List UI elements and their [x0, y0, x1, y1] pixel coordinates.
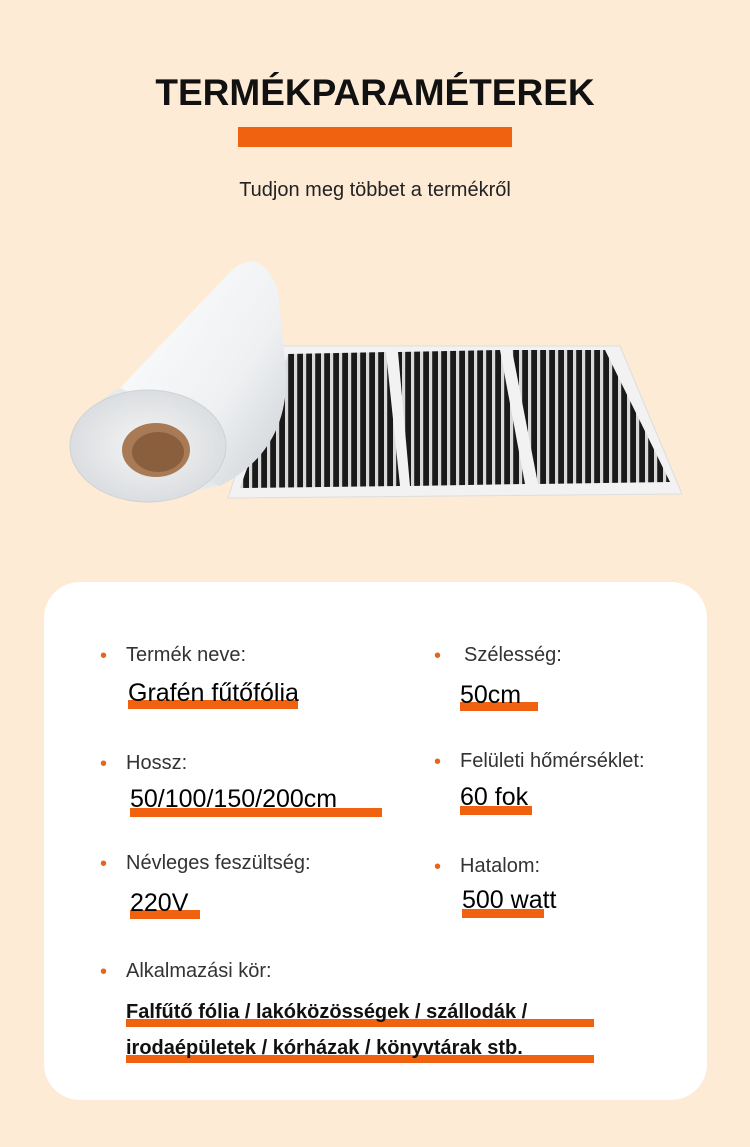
bullet-icon: • — [434, 751, 442, 773]
application-line-2: irodaépületek / kórházak / könyvtárak stb. — [126, 1030, 527, 1066]
param-label: Névleges feszültség: — [126, 852, 311, 874]
page-subtitle: Tudjon meg többet a termékről — [239, 179, 511, 201]
param-value: 50cm — [460, 681, 522, 709]
param-label: Hossz: — [126, 752, 188, 774]
bullet-icon: • — [100, 753, 108, 775]
param-label: Termék neve: — [126, 644, 247, 666]
param-label: Hatalom: — [460, 855, 541, 877]
bullet-icon: • — [100, 961, 108, 983]
param-value: 60 fok — [460, 783, 529, 811]
param-label: Felületi hőmérséklet: — [460, 750, 645, 772]
param-label: Alkalmazási kör: — [126, 960, 272, 982]
heating-film-roll-image — [60, 250, 690, 510]
param-label: Szélesség: — [464, 644, 562, 666]
param-value: Grafén fűtőfólia — [128, 679, 299, 707]
bullet-icon: • — [434, 856, 442, 878]
param-value: 50/100/150/200cm — [130, 785, 338, 813]
title-underline — [238, 127, 512, 147]
bullet-icon: • — [100, 645, 108, 667]
bullet-icon: • — [100, 853, 108, 875]
page-title: TERMÉKPARAMÉTEREK — [155, 72, 595, 113]
param-value: 500 watt — [462, 886, 557, 914]
bullet-icon: • — [434, 645, 442, 667]
param-value: 220V — [130, 889, 189, 917]
application-line-1: Falfűtő fólia / lakóközösségek / szállodák / — [126, 994, 527, 1030]
parameters-card — [44, 582, 707, 1100]
